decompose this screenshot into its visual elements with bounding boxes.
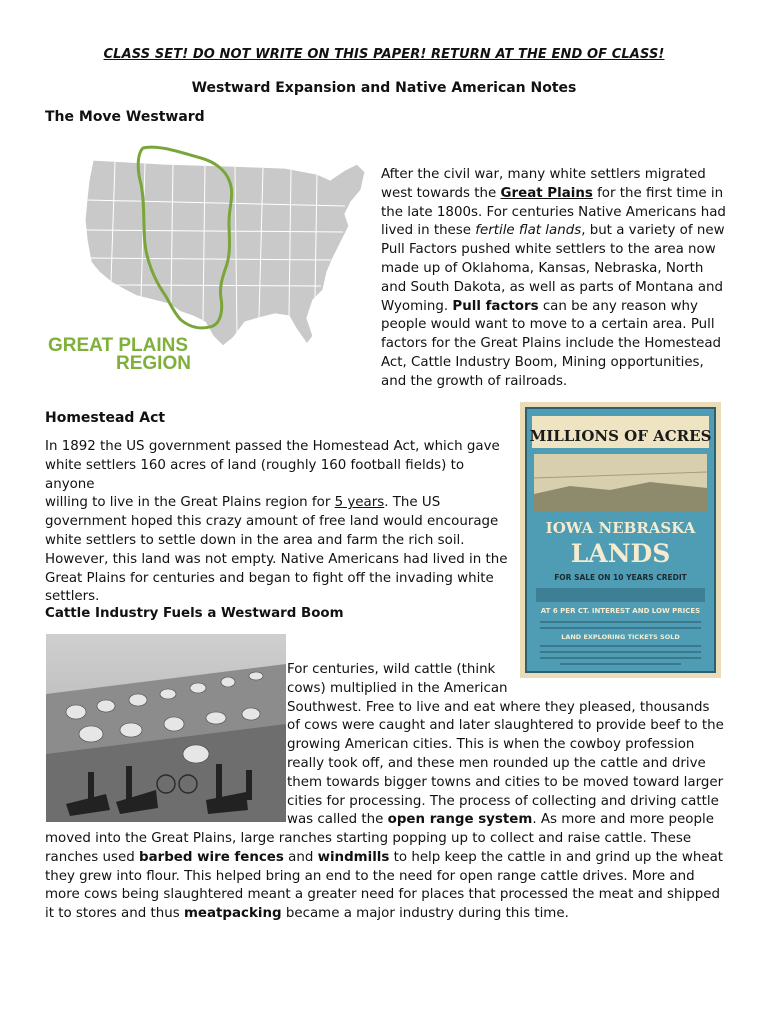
poster-tickets: LAND EXPLORING TICKETS SOLD xyxy=(561,633,680,641)
text-run: , but a variety of new xyxy=(581,223,725,239)
emphasized-term: Pull factors xyxy=(452,298,539,314)
text-line xyxy=(45,457,515,495)
text-run: cows) multiplied in the American xyxy=(287,680,508,696)
text-line xyxy=(45,532,515,551)
text-run: factors for the Great Plains include the Homestead xyxy=(381,336,722,352)
text-line xyxy=(287,736,727,755)
text-line xyxy=(45,438,515,457)
heading-cattle-industry: Cattle Industry Fuels a Westward Boom xyxy=(45,606,344,621)
emphasized-term: barbed wire fences xyxy=(138,849,284,865)
poster-headline: MILLIONS OF ACRES xyxy=(529,427,712,445)
text-line xyxy=(381,335,726,354)
text-line xyxy=(287,811,727,830)
text-run: However, this land was not empty. Native Americans had lived in the xyxy=(45,551,508,567)
text-line xyxy=(287,680,727,699)
emphasized-term: fertile flat lands xyxy=(475,223,582,239)
text-run: people would want to move to a certain area. Pull xyxy=(381,317,715,333)
text-run: was called the xyxy=(287,812,388,828)
text-line xyxy=(45,868,735,887)
text-line xyxy=(381,373,726,392)
text-line xyxy=(45,513,515,532)
text-line xyxy=(381,354,726,373)
document-title: Westward Expansion and Native American Notes xyxy=(191,80,577,96)
text-run: In 1892 the US government passed the Homestead Act, which gave xyxy=(45,439,500,454)
cattle-paragraph-part1 xyxy=(287,661,727,830)
text-run: Act, Cattle Industry Boom, Mining opportunities, xyxy=(381,354,704,370)
text-run: ranches used xyxy=(45,849,139,865)
text-line xyxy=(45,494,515,513)
text-run: the late 1800s. For centuries Native Americans had xyxy=(381,204,726,220)
poster-lands: LANDS xyxy=(570,539,671,568)
text-line xyxy=(381,204,726,223)
map-label-line1: GREAT PLAINS xyxy=(48,335,189,356)
text-line xyxy=(381,166,726,185)
homestead-act-paragraph xyxy=(45,438,515,607)
text-run: white settlers to settle down in the area and farm the rich soil. xyxy=(45,532,465,548)
text-run: Great Plains for centuries and began to fight off the invading white xyxy=(45,570,494,586)
text-line xyxy=(45,570,515,589)
emphasized-term: Great Plains xyxy=(500,185,593,201)
text-run: cities for processing. The process of collecting and driving cattle xyxy=(287,793,719,809)
text-line xyxy=(381,316,726,335)
cattle-paragraph-part2 xyxy=(45,830,735,924)
heading-move-westward: The Move Westward xyxy=(45,109,205,125)
text-line xyxy=(287,717,727,736)
text-run: to help keep the cattle in and grind up the wheat xyxy=(389,849,724,865)
poster-interest-rate: AT 6 PER CT. INTEREST AND LOW PRICES xyxy=(540,607,701,615)
text-line xyxy=(287,699,727,718)
text-run: . The US xyxy=(384,495,441,511)
emphasized-term: 5 years xyxy=(334,495,385,511)
text-line xyxy=(381,185,726,204)
text-run: and the growth of railroads. xyxy=(381,373,568,389)
text-run: more cows being slaughtered meant a greater need for places that processed the meat and shipped xyxy=(45,887,720,903)
text-run: them towards bigger towns and cities to be moved toward larger xyxy=(287,774,724,790)
text-line xyxy=(381,222,726,241)
emphasized-term: meatpacking xyxy=(183,906,282,922)
text-run: can be any reason why xyxy=(538,298,698,314)
text-line xyxy=(45,849,735,868)
text-line xyxy=(381,298,726,317)
text-line xyxy=(45,588,515,607)
text-run: Wyoming. xyxy=(381,298,453,314)
map-label-line2: REGION xyxy=(116,353,191,374)
emphasized-term: open range system xyxy=(387,812,533,828)
text-line xyxy=(45,830,735,849)
text-run: white settlers 160 acres of land (roughly 160 football fields) to anyone xyxy=(45,457,465,492)
text-run: of cows were caught and later slaughtered to provide beef to the xyxy=(287,718,724,734)
heading-homestead-act: Homestead Act xyxy=(45,410,166,426)
text-run: west towards the xyxy=(381,185,501,201)
emphasized-term: windmills xyxy=(317,849,390,865)
text-run: became a major industry during this time. xyxy=(281,906,569,922)
text-run: After the civil war, many white settlers migrated xyxy=(381,167,706,182)
text-line xyxy=(381,260,726,279)
text-line xyxy=(287,755,727,774)
text-line xyxy=(381,279,726,298)
text-run: Southwest. Free to live and eat where they pleased, thousands xyxy=(287,699,710,715)
text-line xyxy=(45,905,735,924)
great-plains-map xyxy=(45,140,375,375)
text-run: and xyxy=(283,849,318,865)
text-run: growing American cities. This is when the cowboy profession xyxy=(287,737,695,753)
poster-sale-terms: FOR SALE ON 10 YEARS CREDIT xyxy=(554,573,687,582)
text-run: they grew into flour. This helped bring an end to the need for open range cattle drives. More and xyxy=(45,868,695,884)
poster-states: IOWA NEBRASKA xyxy=(545,519,696,537)
text-run: government hoped this crazy amount of free land would encourage xyxy=(45,514,499,530)
text-run: willing to live in the Great Plains region for xyxy=(45,495,335,511)
text-run: and South Dakota, as well as parts of Montana and xyxy=(381,279,724,295)
move-westward-paragraph xyxy=(381,166,726,392)
wagon-train-photo xyxy=(46,634,286,822)
text-run: made up of Oklahoma, Kansas, Nebraska, North xyxy=(381,260,704,276)
text-run: Pull Factors pushed white settlers to the area now xyxy=(381,242,716,258)
text-run: it to stores and thus xyxy=(45,906,184,922)
text-run: For centuries, wild cattle (think xyxy=(287,662,496,677)
class-set-banner: CLASS SET! DO NOT WRITE ON THIS PAPER! RETURN AT THE END OF CLASS! xyxy=(103,47,665,62)
text-line xyxy=(287,774,727,793)
text-line xyxy=(45,886,735,905)
text-run: for the first time in xyxy=(592,185,724,201)
text-line xyxy=(287,793,727,812)
text-run: lived in these xyxy=(381,223,476,239)
text-line xyxy=(287,661,727,680)
land-sale-poster xyxy=(520,402,721,678)
text-run: moved into the Great Plains, large ranches starting popping up to collect and raise cattle. These xyxy=(45,831,692,846)
text-run: settlers. xyxy=(45,589,100,605)
text-run: really took off, and these men rounded up the cattle and drive xyxy=(287,755,706,771)
text-run: . As more and more people xyxy=(532,812,714,828)
text-line xyxy=(381,241,726,260)
text-line xyxy=(45,551,515,570)
